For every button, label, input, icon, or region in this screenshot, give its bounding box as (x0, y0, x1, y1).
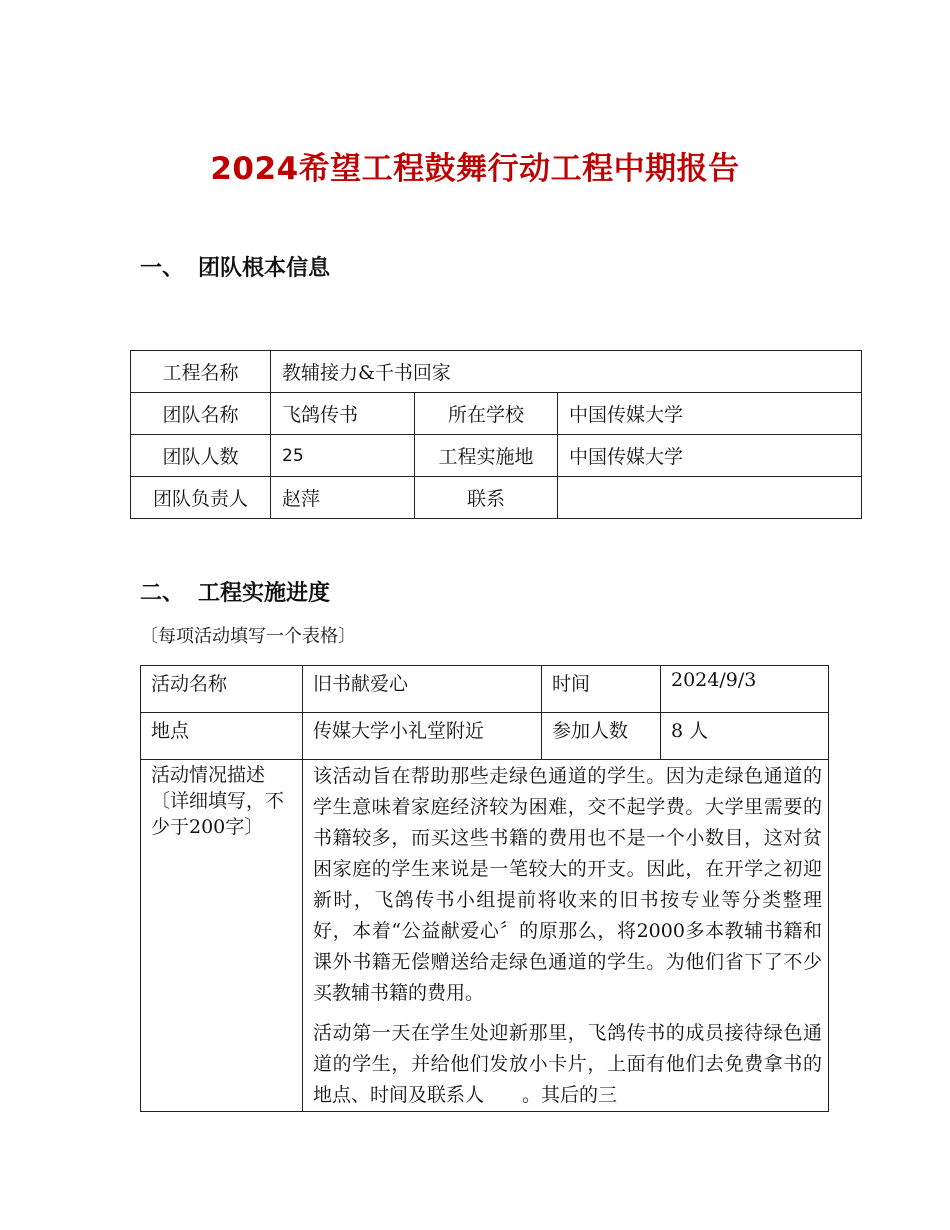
report-title: 2024希望工程鼓舞行动工程中期报告 (210, 151, 740, 187)
description-paragraph: 该活动旨在帮助那些走绿色通道的学生。因为走绿色通道的学生意味着家庭经济较为困难，交不起学费。大学里需要的书籍较多，而买这些书籍的费用也不是一个小数目，这对贫困家庭的学生来说是一笔较大的开支。因此，在开学之初迎新时，飞鸽传书小组提前将收来的旧书按专业等分类整理好，本着“公益献爱心〞的原那么，将2000多本教辅书籍和课外书籍无偿赠送给走绿色通道的学生。为他们省下了不少买教辅书籍的费用。 (313, 765, 822, 1004)
time-value: 2024/9/3 (661, 666, 829, 713)
school-value: 中国传媒大学 (558, 393, 862, 435)
description-paragraph: 活动第一天在学生处迎新那里，飞鸽传书的成员接待绿色通道的学生，并给他们发放小卡片，上面有他们去免费拿书的地点、时间及联系人 。其后的三 (313, 1022, 822, 1106)
time-label: 时间 (542, 666, 661, 713)
contact-label: 联系 (415, 477, 558, 519)
table-note: 〔每项活动填写一个表格〕 (140, 626, 356, 647)
members-label: 团队人数 (131, 435, 271, 477)
activity-table (140, 665, 829, 1112)
contact-value (558, 477, 862, 519)
description-cell (303, 760, 829, 1112)
project-name-label: 工程名称 (131, 351, 271, 393)
section-label: 团队根本信息 (198, 256, 331, 281)
section-label: 工程实施进度 (198, 581, 331, 606)
section-number: 一、 (140, 256, 185, 281)
team-name-label: 团队名称 (131, 393, 271, 435)
team-name-value: 飞鸽传书 (271, 393, 415, 435)
place-value: 传媒大学小礼堂附近 (303, 713, 542, 760)
leader-label: 团队负责人 (131, 477, 271, 519)
section-heading-team-info (140, 251, 330, 282)
activity-name-label: 活动名称 (141, 666, 303, 713)
table-row (131, 477, 862, 519)
table-row (141, 666, 829, 713)
table-row (141, 760, 829, 1112)
place-label: 地点 (141, 713, 303, 760)
leader-value: 赵萍 (271, 477, 415, 519)
participants-value: 8 人 (661, 713, 829, 760)
participants-label: 参加人数 (542, 713, 661, 760)
table-row (141, 713, 829, 760)
section-heading-progress (140, 576, 330, 607)
school-label: 所在学校 (415, 393, 558, 435)
site-label: 工程实施地 (415, 435, 558, 477)
table-row (131, 435, 862, 477)
members-value: 25 (271, 435, 415, 477)
team-info-table (130, 350, 862, 519)
description-label: 活动情况描述〔详细填写，不少于200字〕 (141, 760, 303, 1112)
project-name-value: 教辅接力&千书回家 (271, 351, 862, 393)
table-row (131, 351, 862, 393)
site-value: 中国传媒大学 (558, 435, 862, 477)
activity-name-value: 旧书献爱心 (303, 666, 542, 713)
table-row (131, 393, 862, 435)
section-number: 二、 (140, 581, 185, 606)
